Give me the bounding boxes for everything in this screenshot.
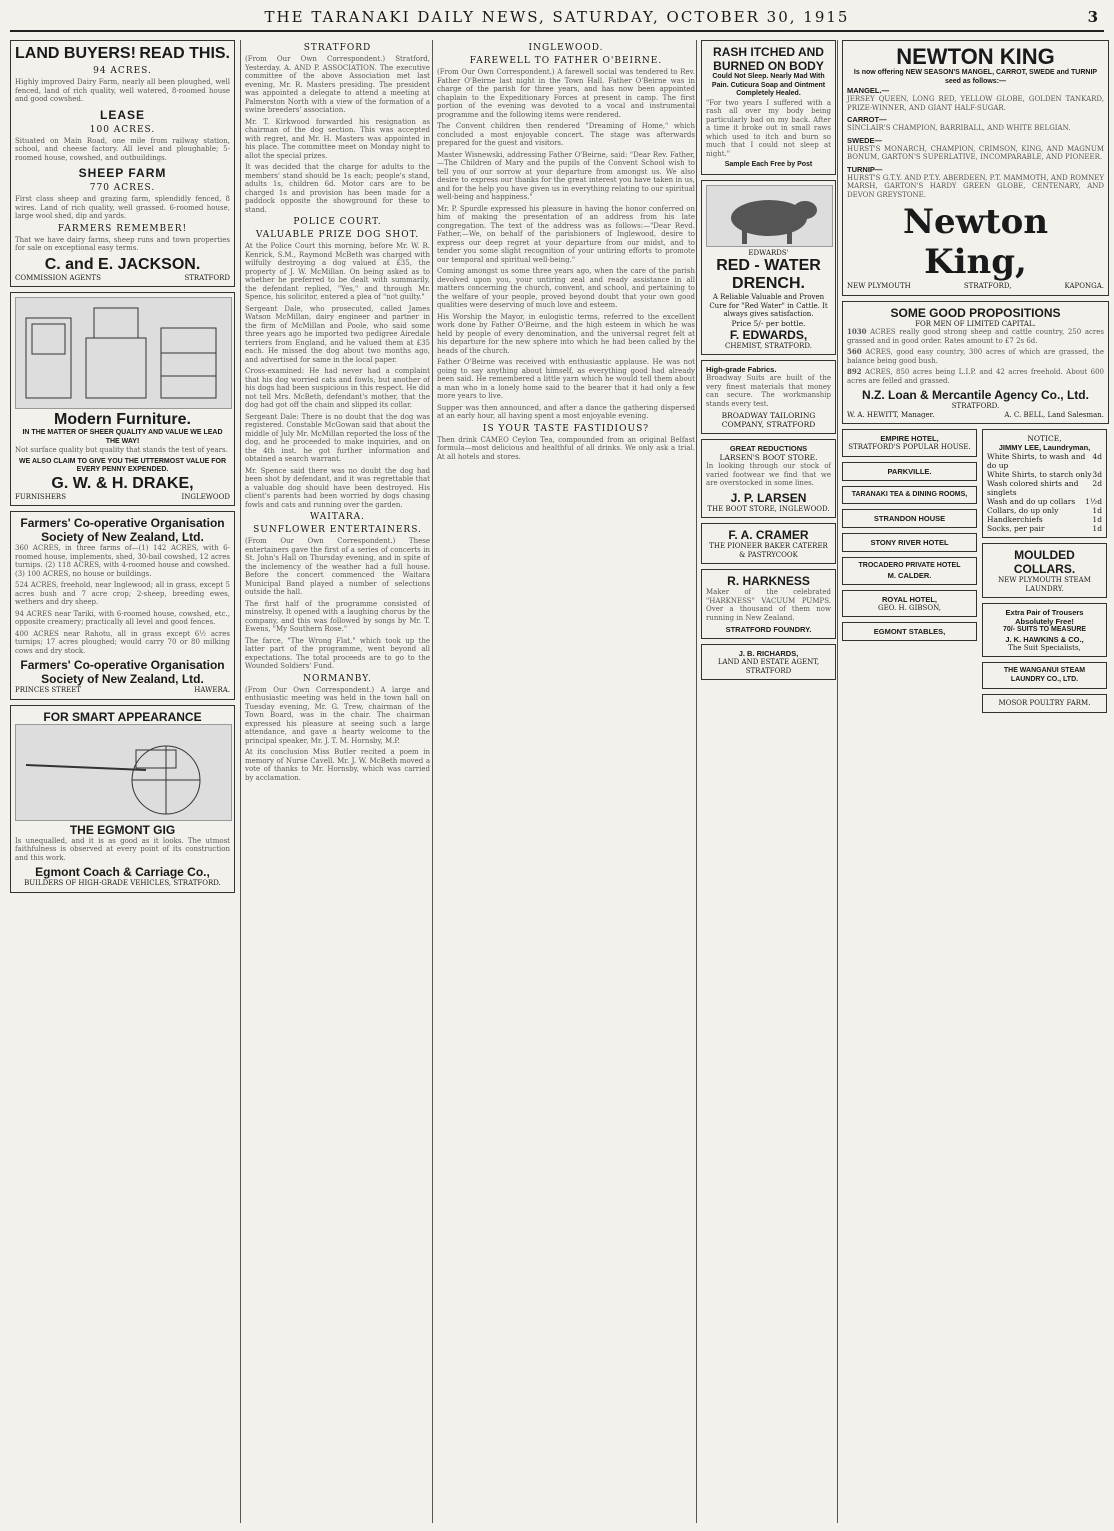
broadway-name: BROADWAY TAILORING COMPANY, STRATFORD bbox=[721, 411, 816, 429]
mangel-label: MANGEL.— bbox=[847, 86, 890, 95]
price-item bbox=[987, 497, 1102, 506]
trocadero: TROCADERO PRIVATE HOTEL bbox=[858, 562, 961, 569]
column-1 bbox=[10, 40, 235, 1523]
coop-title-2: Society of New Zealand, Ltd. bbox=[41, 530, 204, 544]
smart-appearance: FOR SMART APPEARANCE bbox=[43, 709, 202, 724]
price-item bbox=[987, 515, 1102, 524]
great-reductions: GREAT REDUCTIONS bbox=[729, 444, 808, 453]
nz-loan-town: STRATFORD. bbox=[951, 402, 1000, 410]
jackson-name: C. and E. JACKSON. bbox=[44, 255, 201, 273]
taranaki-tea: TARANAKI TEA & DINING ROOMS, bbox=[851, 490, 968, 498]
egmont-coach-sub: BUILDERS OF HIGH-GRADE VEHICLES, STRATFORD. bbox=[24, 879, 221, 887]
edwards-name: F. EDWARDS, bbox=[729, 327, 808, 342]
land-buyers-heading: LAND BUYERS! bbox=[15, 45, 136, 62]
furniture-line-1: IN THE MATTER OF SHEER QUALITY AND VALUE WE LEAD THE WAY! bbox=[22, 429, 223, 445]
acres-94: 94 ACRES. bbox=[93, 66, 152, 76]
redwater-ad bbox=[701, 180, 836, 356]
drake-town: INGLEWOOD bbox=[181, 492, 230, 501]
edwards-chemist: CHEMIST, STRATFORD. bbox=[725, 341, 812, 350]
newton-kap: KAPONGA. bbox=[1064, 282, 1104, 290]
bell: A. C. BELL, Land Salesman. bbox=[1004, 410, 1104, 419]
lease-title: LEASE bbox=[99, 107, 145, 122]
coop-title-4: Society of New Zealand, Ltd. bbox=[41, 672, 204, 686]
np-steam-laundry: NEW PLYMOUTH STEAM LAUNDRY. bbox=[998, 576, 1091, 593]
column-3: INGLEWOOD. FAREWELL TO FATHER O'BEIRNE. (From Our Own Correspondent.) A farewell social was tendered to Rev. Father O'Beirne last night in the Town Hall. Father O'Beirne was in charge of the parish for three years, and has now been appointed chaplain to the Expeditionary Forces at present in camp. The first portion of the evening was devoted to a vocal and instrumental programme and the following items were rendered. The Convent children then rendered "Dreaming of Home," which concluded a most enjoyable concert. The stage was afterwards prepared for the guest and visitors. Master Wisnewski, addressing Father O'Beirne, said: "Dear Rev. Father,—The Children of Mary and the pupils of the Convent School wish to tell you of our sorrow at your departure from amongst us. We also desire to express our thanks for the great interest you have taken in us, and for the help you have given us in everything relating to our spiritual well-being and happiness." Mr. P. Spurdle expressed his pleasure in having the honor conferred on him of making the presentation of an address from his late congregation. The text of the address was as follows:—"Dear Revd. Father,—We, on behalf of the parishioners of Inglewood, desire to express our deep regret at your departure from our midst, and to tender you some slight recognition of your untiring efforts to promote our temporal and spiritual well-being." Coming amongst us some three years ago, when the care of the parish devolved upon you, your untiring zeal and ready assistance in all matters concerning the church, convent, and school, and pertaining to the welfare of your people, proved beyond doubt that your own good qualities were deserving of much love and esteem. His Worship the Mayor, in eulogistic terms, referred to the excellent work done by Father O'Beirne, and the high esteem in which he was held by people of every denomination, and the universal regret felt at his departure for the new sphere into which he had been called by the heads of the church. Father O'Beirne was received with enthusiastic applause. He was not going to say anything about himself, as everything good had already been said. He remembered a little yarn which he would tell them about a man who in a lonely home said to the bearer that it had only a few more years to live. Supper was then announced, and after a dance the gathering dispersed at an early hour, all having spent a most enjoyable evening. IS YOUR TASTE FASTIDIOUS? Then drink CAMEO Ceylon Tea, compounded from an original Belfast formula—most delicious and healthful of all drinks. We only ask a trial. At all hotels and stores. bbox=[432, 40, 695, 1523]
price-item-value: 1d bbox=[1092, 506, 1102, 515]
column-5 bbox=[837, 40, 1109, 1523]
propositions-heading: SOME GOOD PROPOSITIONS bbox=[890, 305, 1061, 320]
rash-heading: RASH ITCHED AND BURNED ON BODY bbox=[713, 45, 824, 73]
hotels-column bbox=[842, 429, 977, 718]
jackson-town: STRATFORD bbox=[184, 273, 230, 282]
furniture-illustration bbox=[15, 297, 232, 409]
price-item-value: 3d bbox=[1092, 470, 1102, 479]
fastidious-heading: IS YOUR TASTE FASTIDIOUS? bbox=[482, 423, 650, 434]
empire-sub: STRATFORD'S POPULAR HOUSE. bbox=[848, 443, 971, 451]
column-2: STRATFORD (From Our Own Correspondent.) Stratford, Yesterday. A. AND P. ASSOCIATION. The executive committee of the above Association met last evening, Mr. R. Masters presiding. The president was appointed a delegate to attend a meeting at Palmerston North with a view of the formation of a swine breeders' association. Mr. T. Kirkwood forwarded his resignation as chairman of the dog section. This was accepted with regret, and Mr. H. Masters was appointed in his place. The committee meet on Monday night to allot the special prizes. It was decided that the charge for adults to the members' stand should be 1s each; people's stand, adults 1s, children 6d. Motor cars are to be charged 1s and provision has been made for a paddock opposite the showground for these to stand. POLICE COURT. VALUABLE PRIZE DOG SHOT. At the Police Court this morning, before Mr. W. R. Kenrick, S.M., Raymond McBeth was charged with wilfully destroying a dog valued at £35, the property of J. W. McMillan. On being asked as to whether he preferred to be dealt with summarily, the defendant replied, "Yes," and through Mr. Spence, his solicitor, entered a plea of "not guilty." Sergeant Dale, who prosecuted, called James Watson McMillan, dairy engineer and partner in the firm of McMillan and Poole, who said some three years ago he imported two pedigree Airedale terriers from England, and he valued them at £35 each. He missed the dog about two months ago, and advertised for same in the local paper. Cross-examined: He had never had a complaint that his dog worried cats and fowls, but another of his dogs had been suspicious in this respect. He did not tell Mrs. McBeth, defendant's mother, that the dog had got off the chain and slipped its collar. Sergeant Dale: There is no doubt that the dog was registered. Constable McGowan said that about the middle of July Mr. McMillan reported the loss of the dog, and he proceeded to make inquiries, and on the 4th inst. he got further information and obtained a search warrant. Mr. Spence said there was no doubt the dog had been shot by defendant, and it was regrettable that a valuable dog should have been destroyed. His client's parents had been worried by dogs chasing fowls and cats and running over the garden. WAITARA. SUNFLOWER ENTERTAINERS. (From Our Own Correspondent.) These entertainers gave the first of a series of concerts in St. John's Hall on Thursday evening, and in spite of the inclemency of the weather had a full house. Before the concert commenced the Waitara Municipal Band played a number of selections outside the hall. The first half of the programme consisted of minstrelsy. It opened with a laughing chorus by the company, and this was followed by songs by Mr. T. Ewens, "My Southern Rose." The farce, "The Wrong Flat," which took up the latter part of the programme, went beyond all expectations. The total proceeds are to go to the Wounded Soldiers' Fund. NORMANBY. (From Our Own Correspondent.) A large and enthusiastic meeting was held in the town hall on Tuesday evening, Mr. G. Trew, chairman of the Town Board, was in the chair. The chairman expressed his pleasure at seeing such a large attendance, and gave a hearty welcome to the principal speaker, Mr. J. T. M. Hornsby, M.P. At its conclusion Miss Butler recited a poem in memory of Nurse Cavell. Mr. J. W. McBeth moved a vote of thanks to Mr. Hornsby, which was carried by acclamation. bbox=[240, 40, 430, 1523]
newton-king-heading: NEWTON KING bbox=[896, 44, 1055, 69]
coop-town: HAWERA. bbox=[194, 686, 230, 694]
larsen-ad: GREAT REDUCTIONS LARSEN'S BOOT STORE. In looking through our stock of varied footwear we find that we are overstocked in some lines. J. P. LARSEN THE BOOT STORE, INGLEWOOD. bbox=[701, 439, 836, 518]
harkness-ad: R. HARKNESS Maker of the celebrated "HARKNESS" VACUUM PUMPS. Over a thousand of them now running in New Zealand. STRATFORD FOUNDRY. bbox=[701, 569, 836, 639]
masthead bbox=[10, 8, 1104, 32]
egmont-gig: THE EGMONT GIG bbox=[69, 822, 176, 837]
richards-sub: LAND AND ESTATE AGENT, STRATFORD bbox=[717, 658, 820, 675]
newton-st: STRATFORD, bbox=[963, 282, 1012, 290]
newton-king-ad: NEWTON KING Is now offering NEW SEASON'S MANGEL, CARROT, SWEDE and TURNIP seed as follows:— MANGEL.— JERSEY QUEEN, LONG RED, YELLOW GLOBE, GOLDEN TANKARD, PRIZE-WINNER, AND GIANT HALF-SUGAR. CARROT— SINCLAIR'S CHAMPION, BARRIBALL, AND WHITE BELGIAN. SWEDE— HURST'S MONARCH, CHAMPION, CRIMSON, KING, AND MAGNUM BONUM, GARTON'S SUPERLATIVE, INCOMPARABLE, AND PIONEER. TURNIP— HURST'S G.T.Y. AND P.T.Y. ABERDEEN, P.T. MAMMOTH, AND ROMNEY MARSH, GARTON'S HARDY GREEN GLOBE, CENTENARY, AND DEVON GREYSTONE. Newton King, NEW PLYMOUTH STRATFORD, KAPONGA. bbox=[842, 40, 1109, 296]
empire-hotel: EMPIRE HOTEL, bbox=[880, 434, 939, 443]
propositions-ad: SOME GOOD PROPOSITIONS FOR MEN OF LIMITED CAPITAL. 1030 ACRES really good strong sheep and cattle country, 250 acres grassed and in good order. Rates amount to £7 2s 6d. 560 ACRES, good easy country, 300 acres of which are grassed, the balance being good bush. 892 ACRES, 850 acres being L.I.P. and 42 acres freehold. About 600 acres are felled and grassed. N.Z. Loan & Mercantile Agency Co., Ltd. STRATFORD. W. A. HEWITT, Manager. A. C. BELL, Land Salesman. bbox=[842, 301, 1109, 425]
rash-sub: Could Not Sleep. Nearly Mad With Pain. Cuticura Soap and Ointment Completely Healed. bbox=[711, 73, 826, 97]
sheep-farm-acres: 770 ACRES. bbox=[89, 183, 156, 193]
limited-capital: FOR MEN OF LIMITED CAPITAL. bbox=[915, 319, 1036, 328]
cramer-sub: THE PIONEER BAKER CATERER & PASTRYCOOK bbox=[709, 542, 828, 559]
edwards-label: EDWARDS' bbox=[748, 248, 789, 257]
stratford-heading: STRATFORD bbox=[303, 43, 372, 53]
price-item bbox=[987, 479, 1102, 497]
notice: NOTICE, bbox=[1027, 434, 1062, 443]
redwater-price: Price 5/- per bottle. bbox=[731, 318, 806, 328]
read-this-heading: READ THIS. bbox=[139, 45, 230, 62]
newton-offering: Is now offering NEW SEASON'S MANGEL, CARROT, SWEDE and TURNIP seed as follows:— bbox=[853, 69, 1098, 85]
modern-furniture: Modern Furniture. bbox=[54, 411, 191, 428]
strandon-house: STRANDON HOUSE bbox=[873, 514, 946, 523]
lease-acres: 100 ACRES. bbox=[89, 124, 156, 135]
land-buyers-ad: LAND BUYERS! READ THIS. 94 ACRES. Highly improved Dairy Farm, nearly all been ploughed, well fenced, land of rich quality, well watered, 8-roomed house and good cowshed. LEASE 100 ACRES. Situated on Main Road, one mile from railway station, school, and cheese factory. All level and ploughable; 5-roomed house, cowshed, and outbuildings. SHEEP FARM 770 ACRES. First class sheep and grazing farm, splendidly fenced, 8 wires. Land of rich quality, well grassed. 6-roomed house, large wool shed, dip and yards. FARMERS REMEMBER! That we have dairy farms, sheep runs and town properties for sale on exceptional easy terms. C. and E. JACKSON. COMMISSION AGENTS STRATFORD bbox=[10, 40, 235, 287]
richards-name: J. B. RICHARDS, bbox=[738, 649, 799, 658]
newton-np: NEW PLYMOUTH bbox=[847, 282, 911, 290]
jimmy-lee: JIMMY LEE, Laundryman, bbox=[998, 443, 1091, 452]
acres-560: 560 bbox=[847, 347, 862, 356]
police-court: POLICE COURT. bbox=[293, 217, 382, 227]
price-item-label: Wash colored shirts and singlets bbox=[987, 479, 1079, 497]
furniture-ad: Modern Furniture. IN THE MATTER OF SHEER QUALITY AND VALUE WE LEAD THE WAY! Not surface quality but quality that stands the test of years. WE ALSO CLAIM TO GIVE YOU THE UTTERMOST VALUE FOR EVERY PENNY EXPENDED. G. W. & H. DRAKE, FURNISHERS INGLEWOOD bbox=[10, 292, 235, 506]
farewell-heading: FAREWELL TO FATHER O'BEIRNE. bbox=[469, 56, 663, 66]
nz-loan: N.Z. Loan & Mercantile Agency Co., Ltd. bbox=[862, 388, 1089, 402]
sample-free: Sample Each Free by Post bbox=[724, 161, 813, 168]
price-item-label: Collars, do up only bbox=[987, 506, 1059, 515]
page-number: 3 bbox=[1087, 8, 1100, 26]
gibson: GEO. H. GIBSON, bbox=[878, 603, 941, 612]
farmers-remember: FARMERS REMEMBER! bbox=[57, 223, 188, 234]
price-item-label: White Shirts, to wash and do up bbox=[987, 452, 1086, 470]
hawkins-sub: The Suit Specialists, bbox=[1008, 643, 1081, 652]
laundry-column bbox=[982, 429, 1107, 718]
coop-title-3: Farmers' Co-operative Organisation bbox=[20, 658, 225, 672]
calder: M. CALDER. bbox=[887, 570, 932, 580]
cuticura-ad: RASH ITCHED AND BURNED ON BODY Could Not Sleep. Nearly Mad With Pain. Cuticura Soap and Ointment Completely Healed. "For two years I suffered with a rash all over my body being particularly bad on my back. After a time it broke out in small raws which used to itch and burn so much that I could not sleep at night." Sample Each Free by Post bbox=[701, 40, 836, 175]
price-item-value: 4d bbox=[1092, 452, 1102, 461]
coop-ad: Farmers' Co-operative Organisation Society of New Zealand, Ltd. 360 ACRES, in three farms of—(1) 142 ACRES, with 6-roomed house, implements, shed, 30-bail cowshed, 12 acres turnips. (2) 118 ACRES, with 4-roomed house and cowshed. (3) 100 ACRES, no house or buildings. 524 ACRES, freehold, near Inglewood; all in grass, except 5 acres bush and 7 acre crop; 2-sheep, breeding ewes, wethers and dry sheep. 94 ACRES near Tariki, with 6-roomed house, cowshed, etc., opposite creamery; practically all level and good fences. 400 ACRES near Rahotu, all in grass except 6½ acres turnips; 17 acres ploughed; would carry 70 or 80 milking cows and dry stock. Farmers' Co-operative Organisation Society of New Zealand, Ltd. PRINCES STREET HAWERA. bbox=[10, 511, 235, 700]
jackson-sub: COMMISSION AGENTS bbox=[15, 273, 101, 282]
hewitt: W. A. HEWITT, Manager. bbox=[847, 410, 935, 419]
stony-river: STONY RIVER HOTEL bbox=[870, 538, 949, 547]
larsen-store: LARSEN'S BOOT STORE. bbox=[719, 453, 818, 462]
cattle-illustration bbox=[706, 185, 833, 247]
gig-illustration bbox=[15, 724, 232, 821]
normanby-heading: NORMANBY. bbox=[303, 673, 372, 684]
column-4 bbox=[696, 40, 836, 1523]
sheep-farm-title: SHEEP FARM bbox=[78, 166, 167, 180]
coop-title-1: Farmers' Co-operative Organisation bbox=[20, 516, 225, 530]
price-item bbox=[987, 470, 1102, 479]
larsen-name: J. P. LARSEN bbox=[730, 490, 807, 505]
price-item-label: White Shirts, to starch only bbox=[987, 470, 1092, 479]
carrot-label: CARROT— bbox=[847, 115, 887, 124]
price-item-label: Handkerchiefs bbox=[987, 515, 1043, 524]
masthead-title: THE TARANAKI DAILY NEWS, SATURDAY, OCTOBER 30, 1915 bbox=[264, 8, 850, 26]
acres-1030: 1030 bbox=[847, 327, 867, 336]
egmont-stables: EGMONT STABLES, bbox=[873, 627, 946, 636]
mosor-poultry: MOSOR POULTRY FARM. bbox=[998, 699, 1091, 707]
swede-label: SWEDE— bbox=[847, 135, 883, 145]
price-item bbox=[987, 524, 1102, 533]
laundry-price-list bbox=[987, 452, 1102, 533]
price-item-value: 1d bbox=[1092, 515, 1102, 524]
newton-king-script: Newton King, bbox=[902, 202, 1049, 282]
larsen-sub: THE BOOT STORE, INGLEWOOD. bbox=[707, 504, 830, 513]
harkness-name: R. HARKNESS bbox=[727, 574, 810, 588]
moulded-collars: MOULDED COLLARS. bbox=[1013, 548, 1076, 576]
gig-ad: FOR SMART APPEARANCE THE EGMONT GIG Is unequalled, and it is as good as it looks. The utmost faithfulness is observed at every point of its construction and this work. Egmont Coach & Carriage Co., BUILDERS OF HIGH-GRADE VEHICLES, STRATFORD. bbox=[10, 705, 235, 893]
cramer-ad bbox=[701, 523, 836, 564]
richards-ad bbox=[701, 644, 836, 680]
price-item-value: 1d bbox=[1092, 524, 1102, 533]
broadway-ad: High-grade Fabrics. Broadway Suits are built of the very finest materials that money can secure. The workmanship stands every test. BROADWAY TAILORING COMPANY, STRATFORD bbox=[701, 360, 836, 434]
turnip-label: TURNIP— bbox=[847, 164, 883, 174]
cramer-name: F. A. CRAMER bbox=[728, 528, 809, 542]
valuable-dog: VALUABLE PRIZE DOG SHOT. bbox=[255, 230, 420, 240]
stratford-foundry: STRATFORD FOUNDRY. bbox=[725, 625, 812, 634]
price-item bbox=[987, 506, 1102, 515]
extra-trousers: Extra Pair of Trousers Absolutely Free! bbox=[1005, 608, 1084, 626]
price-item bbox=[987, 452, 1102, 470]
royal-hotel: ROYAL HOTEL, bbox=[881, 594, 937, 604]
wanganui-laundry: THE WANGANUI STEAM LAUNDRY CO., LTD. bbox=[1003, 667, 1086, 683]
egmont-coach: Egmont Coach & Carriage Co., bbox=[35, 865, 210, 879]
parkville: PARKVILLE. bbox=[887, 466, 932, 476]
sunflower-heading: SUNFLOWER ENTERTAINERS. bbox=[253, 525, 422, 535]
hawkins: J. K. HAWKINS & CO., bbox=[1005, 634, 1084, 644]
acres-892: 892 bbox=[847, 367, 862, 376]
redwater-drench: RED - WATER DRENCH. bbox=[716, 257, 821, 292]
drake-name: G. W. & H. DRAKE, bbox=[51, 474, 194, 492]
high-grade: High-grade Fabrics. bbox=[706, 365, 777, 374]
furniture-line-2: WE ALSO CLAIM TO GIVE YOU THE UTTERMOST VALUE FOR EVERY PENNY EXPENDED. bbox=[18, 457, 227, 473]
waitara-heading: WAITARA. bbox=[309, 512, 365, 522]
inglewood-heading: INGLEWOOD. bbox=[528, 43, 604, 53]
seventy-suits: 70/- SUITS TO MEASURE bbox=[1002, 626, 1087, 633]
price-item-value: 1½d bbox=[1085, 497, 1102, 506]
coop-street: PRINCES STREET bbox=[15, 686, 81, 694]
drake-sub: FURNISHERS bbox=[15, 492, 66, 501]
redwater-reliable: A Reliable Valuable and Proven Cure for "Red Water" in Cattle. It always gives satisfaction. bbox=[709, 293, 828, 318]
price-item-label: Socks, per pair bbox=[987, 524, 1045, 533]
price-item-label: Wash and do up collars bbox=[987, 497, 1076, 506]
price-item-value: 2d bbox=[1092, 479, 1102, 488]
